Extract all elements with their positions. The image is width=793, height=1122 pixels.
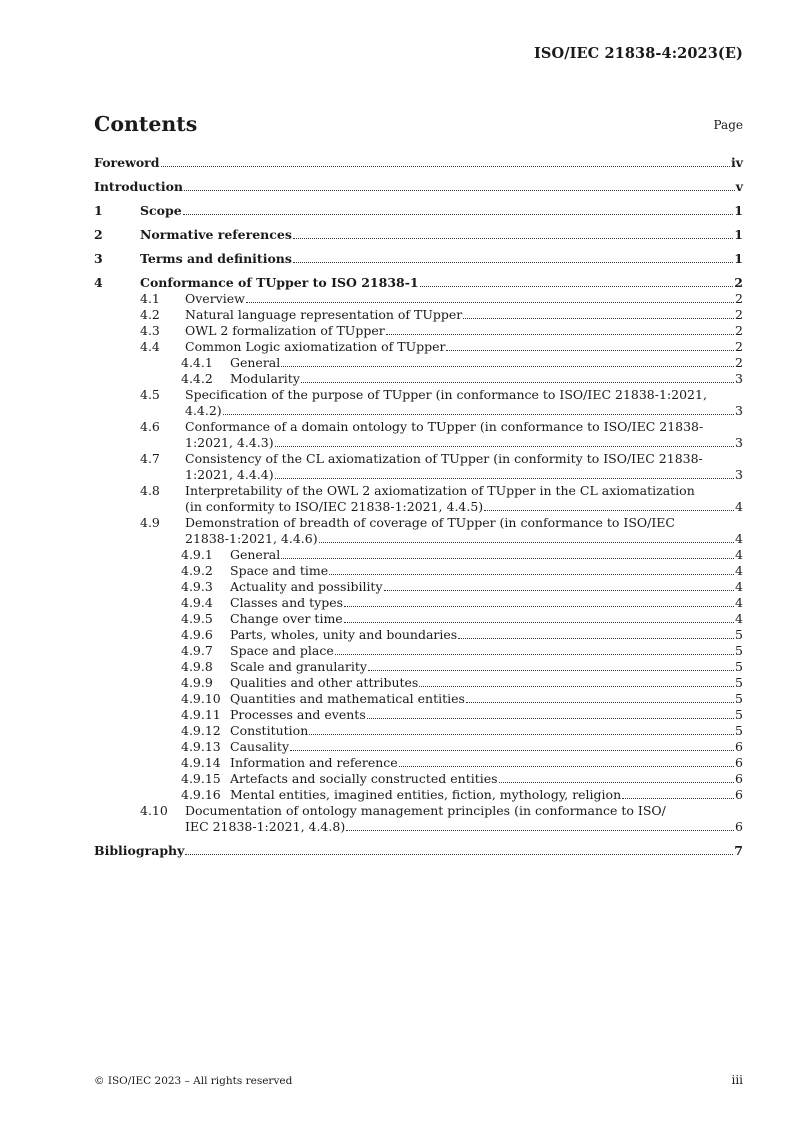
- toc-entry-page: 4: [735, 595, 743, 610]
- toc-entry-text-cont: 1:2021, 4.4.4): [185, 467, 274, 482]
- leader-dots: [183, 214, 734, 215]
- toc-entry-number: 4.9.6: [181, 627, 213, 642]
- toc-entry-page: 6: [735, 755, 743, 770]
- toc-entry-text: Bibliography: [94, 843, 185, 858]
- leader-dots: [329, 574, 734, 575]
- toc-entry-text: Interpretability of the OWL 2 axiomatization of TUpper in the CL axiomatization: [185, 483, 695, 498]
- toc-entry-text: Documentation of ontology management principles (in conformance to ISO/: [185, 803, 666, 818]
- toc-entry-page: 4: [735, 611, 743, 626]
- toc-entry-text: Terms and definitions: [140, 251, 292, 266]
- toc-entry-page: 4: [735, 531, 743, 546]
- toc-entry-number: 4.9.12: [181, 723, 221, 738]
- toc-entry-number: 4.9.11: [181, 707, 221, 722]
- leader-dots: [622, 798, 734, 799]
- leader-dots: [367, 718, 734, 719]
- toc-entry-number: 4.6: [140, 419, 160, 434]
- leader-dots: [466, 702, 734, 703]
- toc-entry-4-9-1[interactable]: [94, 547, 743, 563]
- toc-entry-4-4-1[interactable]: [94, 355, 743, 371]
- toc-entry-text: Quantities and mathematical entities: [230, 691, 465, 706]
- toc-entry-page: 2: [735, 323, 743, 338]
- toc-entry-page: 4: [735, 499, 743, 514]
- toc-entry-4-9-7[interactable]: [94, 643, 743, 659]
- leader-dots: [399, 766, 734, 767]
- toc-entry-text: Change over time: [230, 611, 343, 626]
- leader-dots: [281, 558, 734, 559]
- leader-dots: [184, 190, 735, 191]
- toc-entry-page: 5: [735, 691, 743, 706]
- toc-entry-number: 4.3: [140, 323, 160, 338]
- toc-entry-terms-definitions[interactable]: [94, 251, 743, 267]
- toc-entry-text-cont: 1:2021, 4.4.3): [185, 435, 274, 450]
- toc-entry-text: General: [230, 547, 281, 562]
- leader-dots: [420, 286, 734, 287]
- toc-entry-page: 1: [734, 203, 743, 218]
- toc-entry-number: 4.4.1: [181, 355, 213, 370]
- toc-entry-4-2[interactable]: [94, 307, 743, 323]
- toc-entry-text: Demonstration of breadth of coverage of TUpper (in conformance to ISO/IEC: [185, 515, 675, 530]
- leader-dots: [281, 366, 734, 367]
- toc-entry-conformance[interactable]: [94, 275, 743, 291]
- toc-entry-number: 4.9.4: [181, 595, 213, 610]
- toc-entry-page: 4: [735, 563, 743, 578]
- toc-entry-page: 5: [735, 707, 743, 722]
- toc-entry-4-9-11[interactable]: [94, 707, 743, 723]
- toc-entry-page: iv: [730, 155, 743, 170]
- toc-entry-text: Natural language representation of TUpper: [185, 307, 463, 322]
- toc-entry-text: Conformance of a domain ontology to TUpper (in conformance to ISO/IEC 21838-: [185, 419, 704, 434]
- toc-entry-4-9-16[interactable]: [94, 787, 743, 803]
- toc-entry-4-9-9[interactable]: [94, 675, 743, 691]
- toc-entry-4-10[interactable]: [94, 803, 743, 835]
- page-title: Contents: [94, 112, 198, 136]
- toc-entry-number: 4.2: [140, 307, 160, 322]
- toc-entry-text: Scale and granularity: [230, 659, 367, 674]
- leader-dots: [161, 166, 730, 167]
- toc-entry-text: Space and time: [230, 563, 329, 578]
- toc-entry-4-4[interactable]: [94, 339, 743, 355]
- toc-entry-page: 2: [735, 291, 743, 306]
- toc-entry-4-9-14[interactable]: [94, 755, 743, 771]
- toc-entry-page: 2: [735, 339, 743, 354]
- leader-dots: [344, 622, 734, 623]
- toc-entry-page: 7: [734, 843, 743, 858]
- toc-entry-foreword[interactable]: [94, 155, 743, 171]
- toc-entry-4-9-8[interactable]: [94, 659, 743, 675]
- toc-entry-number: 4.9: [140, 515, 160, 530]
- leader-dots: [301, 382, 734, 383]
- toc-entry-normative-references[interactable]: [94, 227, 743, 243]
- toc-entry-number: 4.5: [140, 387, 160, 402]
- toc-entry-number: 2: [94, 227, 103, 242]
- page-number: iii: [731, 1073, 743, 1087]
- leader-dots: [458, 638, 734, 639]
- toc-entry-text: Parts, wholes, unity and boundaries: [230, 627, 458, 642]
- toc-entry-page: 4: [735, 579, 743, 594]
- leader-dots: [346, 830, 734, 831]
- toc-entry-number: 4.1: [140, 291, 160, 306]
- toc-entry-bibliography[interactable]: [94, 843, 743, 859]
- leader-dots: [293, 262, 733, 263]
- leader-dots: [484, 510, 734, 511]
- toc-entry-text-cont: IEC 21838-1:2021, 4.4.8): [185, 819, 346, 834]
- toc-entry-number: 4.9.13: [181, 739, 221, 754]
- toc-entry-page: 3: [735, 435, 743, 450]
- toc-entry-4-9-10[interactable]: [94, 691, 743, 707]
- toc-entry-page: 5: [735, 643, 743, 658]
- toc-entry-number: 3: [94, 251, 103, 266]
- toc-entry-page: 5: [735, 675, 743, 690]
- toc-entry-text: Common Logic axiomatization of TUpper: [185, 339, 446, 354]
- toc-entry-page: 5: [735, 723, 743, 738]
- toc-entry-4-9-2[interactable]: [94, 563, 743, 579]
- leader-dots: [185, 854, 733, 855]
- leader-dots: [293, 238, 733, 239]
- leader-dots: [344, 606, 734, 607]
- leader-dots: [335, 654, 734, 655]
- toc-entry-page: 1: [734, 251, 743, 266]
- toc-entry-number: 4.9.16: [181, 787, 221, 802]
- toc-entry-4-9-5[interactable]: [94, 611, 743, 627]
- toc-entry-4-9-12[interactable]: [94, 723, 743, 739]
- toc-entry-4-7[interactable]: [94, 451, 743, 483]
- toc-entry-text: Normative references: [140, 227, 292, 242]
- toc-entry-4-9-13[interactable]: [94, 739, 743, 755]
- toc-entry-number: 4.9.3: [181, 579, 213, 594]
- leader-dots: [309, 734, 734, 735]
- toc-entry-number: 4.9.14: [181, 755, 221, 770]
- leader-dots: [419, 686, 734, 687]
- toc-entry-page: 6: [735, 771, 743, 786]
- toc-entry-number: 4.9.1: [181, 547, 213, 562]
- toc-entry-4-9-15[interactable]: [94, 771, 743, 787]
- toc-entry-introduction[interactable]: [94, 179, 743, 195]
- leader-dots: [384, 590, 735, 591]
- toc-entry-number: 4.9.7: [181, 643, 213, 658]
- toc-entry-page: 3: [735, 467, 743, 482]
- toc-entry-page: 1: [734, 227, 743, 242]
- leader-dots: [290, 750, 734, 751]
- toc-entry-number: 4.7: [140, 451, 160, 466]
- toc-entry-number: 4.9.2: [181, 563, 213, 578]
- toc-entry-text: Actuality and possibility: [230, 579, 383, 594]
- toc-entry-4-6[interactable]: [94, 419, 743, 451]
- toc-entry-page: 2: [735, 355, 743, 370]
- page-column-label: Page: [713, 118, 743, 132]
- leader-dots: [463, 318, 734, 319]
- toc-entry-scope[interactable]: [94, 203, 743, 219]
- toc-entry-4-9-6[interactable]: [94, 627, 743, 643]
- toc-entry-text: Scope: [140, 203, 182, 218]
- toc-entry-page: 2: [734, 275, 743, 290]
- toc-entry-4-9-4[interactable]: [94, 595, 743, 611]
- toc-entry-text: Space and place: [230, 643, 334, 658]
- toc-entry-page: 4: [735, 547, 743, 562]
- toc-entry-text: General: [230, 355, 281, 370]
- leader-dots: [275, 478, 734, 479]
- toc-entry-text: Information and reference: [230, 755, 398, 770]
- document-id-header: ISO/IEC 21838-4:2023(E): [534, 45, 743, 62]
- leader-dots: [499, 782, 734, 783]
- leader-dots: [319, 542, 734, 543]
- toc-entry-page: 6: [735, 739, 743, 754]
- toc-entry-text: Constitution: [230, 723, 309, 738]
- toc-entry-text: Foreword: [94, 155, 160, 170]
- toc-entry-text: OWL 2 formalization of TUpper: [185, 323, 385, 338]
- toc-entry-page: 3: [735, 403, 743, 418]
- toc-entry-text: Conformance of TUpper to ISO 21838-1: [140, 275, 419, 290]
- leader-dots: [246, 302, 734, 303]
- toc-entry-text: Overview: [185, 291, 245, 306]
- leader-dots: [275, 446, 734, 447]
- toc-entry-number: 4.8: [140, 483, 160, 498]
- toc-entry-number: 4.10: [140, 803, 168, 818]
- toc-entry-4-9[interactable]: [94, 515, 743, 547]
- toc-entry-number: 4.9.9: [181, 675, 213, 690]
- toc-entry-text: Introduction: [94, 179, 184, 194]
- toc-entry-text: Processes and events: [230, 707, 366, 722]
- toc-entry-4-8[interactable]: [94, 483, 743, 515]
- toc-entry-text: Modularity: [230, 371, 300, 386]
- toc-entry-4-1[interactable]: [94, 291, 743, 307]
- toc-entry-page: v: [735, 179, 743, 194]
- toc-entry-number: 4.4: [140, 339, 160, 354]
- toc-entry-4-3[interactable]: [94, 323, 743, 339]
- leader-dots: [223, 414, 734, 415]
- table-of-contents: [94, 155, 743, 859]
- toc-entry-page: 3: [735, 371, 743, 386]
- toc-entry-page: 2: [735, 307, 743, 322]
- toc-entry-4-9-3[interactable]: [94, 579, 743, 595]
- toc-entry-4-4-2[interactable]: [94, 371, 743, 387]
- toc-entry-number: 4.9.8: [181, 659, 213, 674]
- leader-dots: [446, 350, 734, 351]
- leader-dots: [368, 670, 734, 671]
- toc-entry-page: 6: [735, 787, 743, 802]
- toc-entry-text-cont: (in conformity to ISO/IEC 21838-1:2021, 4.4.5): [185, 499, 484, 514]
- toc-entry-text-cont: 21838-1:2021, 4.4.6): [185, 531, 318, 546]
- toc-entry-number: 4: [94, 275, 103, 290]
- toc-entry-number: 4.9.15: [181, 771, 221, 786]
- toc-entry-number: 4.4.2: [181, 371, 213, 386]
- toc-entry-page: 5: [735, 627, 743, 642]
- toc-entry-number: 4.9.10: [181, 691, 221, 706]
- toc-entry-page: 6: [735, 819, 743, 834]
- toc-entry-text: Consistency of the CL axiomatization of TUpper (in conformity to ISO/IEC 21838-: [185, 451, 703, 466]
- toc-entry-page: 5: [735, 659, 743, 674]
- toc-entry-text: Mental entities, imagined entities, fiction, mythology, religion: [230, 787, 622, 802]
- toc-entry-text: Qualities and other attributes: [230, 675, 419, 690]
- toc-entry-4-5[interactable]: [94, 387, 743, 419]
- toc-entry-text-cont: 4.4.2): [185, 403, 222, 418]
- toc-entry-number: 1: [94, 203, 103, 218]
- toc-entry-number: 4.9.5: [181, 611, 213, 626]
- leader-dots: [386, 334, 734, 335]
- toc-entry-text: Artefacts and socially constructed entities: [230, 771, 498, 786]
- toc-entry-text: Classes and types: [230, 595, 344, 610]
- copyright-notice: © ISO/IEC 2023 – All rights reserved: [94, 1075, 293, 1087]
- toc-entry-text: Specification of the purpose of TUpper (in conformance to ISO/IEC 21838-1:2021,: [185, 387, 707, 402]
- toc-entry-text: Causality: [230, 739, 290, 754]
